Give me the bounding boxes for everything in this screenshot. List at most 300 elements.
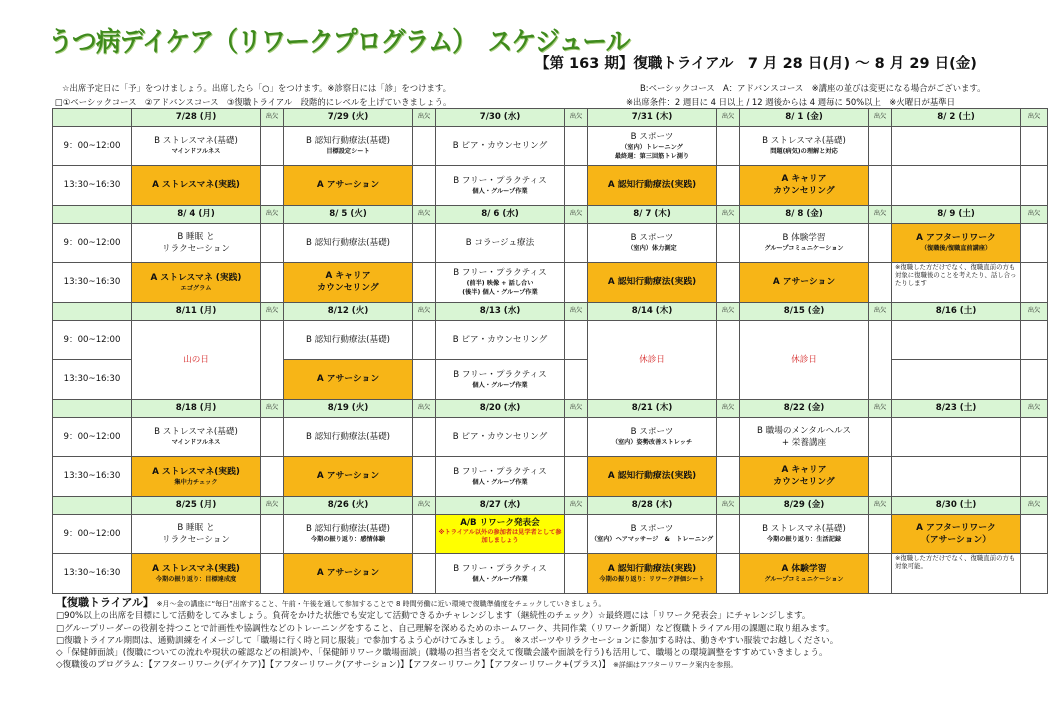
attendance-cell[interactable]: [717, 456, 740, 496]
date-header: 8/20 (水): [436, 399, 565, 417]
session-title: B 職場のメンタルヘルス: [757, 425, 851, 436]
attendance-cell[interactable]: [1021, 553, 1048, 593]
attendance-header: 出欠: [565, 109, 588, 127]
attendance-cell[interactable]: [1021, 320, 1048, 359]
attendance-cell[interactable]: [413, 514, 436, 553]
session-title: A アサーション: [316, 568, 380, 579]
attendance-cell[interactable]: [1021, 126, 1048, 165]
session-cell: [892, 223, 1021, 262]
date-header: 8/ 7 (木): [588, 205, 717, 223]
attendance-header: 出欠: [1021, 109, 1048, 127]
date-header: 8/ 1 (金): [740, 109, 869, 127]
session-title: B 睡眠 と: [177, 231, 215, 242]
time-slot: 9：00~12:00: [53, 417, 132, 456]
session-subtitle: （室内）姿勢改善ストレッチ: [611, 439, 693, 447]
time-slot: 9：00~12:00: [53, 320, 132, 359]
holiday-cell: 休診日: [740, 320, 869, 399]
session-subtitle: （室内）ヘアマッサージ & トレーニング: [590, 536, 714, 544]
afternoon-row: [53, 456, 1048, 496]
session-subtitle: （復職後/復職直前講座）: [920, 245, 992, 253]
date-header: 8/11 (月): [132, 302, 261, 320]
page-title: うつ病デイケア（リワークプログラム） スケジュール: [48, 27, 630, 58]
attendance-cell[interactable]: [1021, 359, 1048, 399]
session-title-2: + 栄養講座: [781, 437, 827, 448]
date-header: 8/23 (土): [892, 399, 1021, 417]
attendance-cell[interactable]: [565, 553, 588, 593]
session-cell: [284, 359, 413, 399]
session-cell: [740, 456, 869, 496]
session-cell: [588, 165, 717, 205]
week-header-row: [53, 109, 1048, 127]
session-title: B 認知行動療法(基礎): [305, 237, 391, 248]
session-cell: [588, 262, 717, 302]
session-cell: [740, 223, 869, 262]
footer-heading-row: [56, 597, 1016, 610]
session-title: A 認知行動療法(実践): [607, 563, 697, 574]
attendance-cell[interactable]: [869, 165, 892, 205]
session-cell: [588, 553, 717, 593]
session-cell: [284, 456, 413, 496]
attendance-cell[interactable]: [413, 417, 436, 456]
attendance-cell[interactable]: [869, 456, 892, 496]
session-subtitle: グループコミュニケーション: [764, 245, 844, 253]
session-title: B ストレスマネ(基礎): [762, 136, 846, 147]
attendance-cell[interactable]: [565, 359, 588, 399]
session-title: B フリー・プラクティス: [453, 369, 547, 380]
session-cell: [588, 417, 717, 456]
session-title: B フリー・プラクティス: [453, 466, 547, 477]
session-subtitle: 今期の振り返り：感情体験: [310, 536, 386, 544]
period-heading: 【第 163 期】復職トライアル 7 月 28 日(月) ～ 8 月 29 日(金): [535, 56, 977, 72]
session-cell: [284, 320, 413, 359]
time-slot: 9：00~12:00: [53, 126, 132, 165]
attendance-cell[interactable]: [565, 417, 588, 456]
morning-row: [53, 514, 1048, 553]
morning-row: [53, 126, 1048, 165]
session-cell: [436, 456, 565, 496]
session-title: B 体験学習: [782, 233, 826, 244]
session-title: A キャリア: [325, 271, 371, 282]
attendance-header: 出欠: [1021, 399, 1048, 417]
session-cell: [740, 514, 869, 553]
attendance-header: 出欠: [869, 496, 892, 514]
morning-row: [53, 417, 1048, 456]
date-header: 8/13 (水): [436, 302, 565, 320]
attendance-cell[interactable]: [413, 553, 436, 593]
session-title: B ピア・カウンセリング: [452, 334, 548, 345]
session-subtitle: 目標設定シート: [326, 148, 370, 156]
attendance-header: 出欠: [261, 496, 284, 514]
date-header: 8/ 2 (土): [892, 109, 1021, 127]
attendance-cell[interactable]: [717, 320, 740, 399]
session-subtitle: 今期の振り返り：目標達成度: [155, 575, 237, 583]
date-header: 8/15 (金): [740, 302, 869, 320]
attendance-cell[interactable]: [565, 223, 588, 262]
session-cell: [132, 553, 261, 593]
session-title: A アフターリワーク: [916, 522, 996, 533]
session-title: B 認知行動療法(基礎): [305, 431, 391, 442]
time-slot: 13:30~16:30: [53, 165, 132, 205]
session-title: B フリー・プラクティス: [453, 175, 547, 186]
session-title-2: リラクセーション: [161, 534, 231, 545]
date-header: 8/12 (火): [284, 302, 413, 320]
attendance-header: 出欠: [1021, 302, 1048, 320]
session-cell: [892, 553, 1021, 593]
session-cell: [436, 359, 565, 399]
attendance-cell[interactable]: [413, 320, 436, 359]
attendance-cell[interactable]: [261, 417, 284, 456]
attendance-cell[interactable]: [1021, 417, 1048, 456]
session-cell: [740, 417, 869, 456]
attendance-cell[interactable]: [261, 165, 284, 205]
attendance-header: 出欠: [413, 399, 436, 417]
time-slot: 13:30~16:30: [53, 456, 132, 496]
attendance-cell[interactable]: [869, 320, 892, 399]
session-title-2: カウンセリング: [773, 477, 835, 488]
attendance-cell[interactable]: [717, 223, 740, 262]
attendance-header: 出欠: [413, 109, 436, 127]
session-title-2: カウンセリング: [773, 186, 835, 197]
date-header: 8/14 (木): [588, 302, 717, 320]
session-title-2: カウンセリング: [317, 283, 379, 294]
attendance-cell[interactable]: [261, 126, 284, 165]
date-header: 7/28 (月): [132, 109, 261, 127]
schedule-table: [52, 108, 1048, 594]
week-header-row: [53, 205, 1048, 223]
session-cell: [892, 320, 1021, 359]
morning-row: [53, 320, 1048, 359]
session-subtitle: 問題(病気)の理解と対応: [770, 148, 838, 156]
footer-heading-note: ※月～金の講座に“毎日”出席すること、午前・午後を通して参加することで 8 時間労働に近い環境で復職準備度をチェックしていきましょう。: [156, 600, 606, 608]
session-cell: [892, 456, 1021, 496]
date-header: 8/25 (月): [132, 496, 261, 514]
attendance-cell[interactable]: [565, 320, 588, 359]
time-slot: 13:30~16:30: [53, 359, 132, 399]
session-cell: [284, 165, 413, 205]
session-title: A アサーション: [316, 180, 380, 191]
date-header: 8/ 9 (土): [892, 205, 1021, 223]
session-subtitle: 今期の振り返り：生活記録: [766, 536, 842, 544]
date-header: 7/29 (火): [284, 109, 413, 127]
attendance-cell[interactable]: [413, 223, 436, 262]
session-title: A ストレスマネ(実践): [152, 466, 240, 477]
session-subtitle: 個人・グループ作業: [472, 187, 528, 195]
attendance-cell[interactable]: [717, 126, 740, 165]
attendance-cell[interactable]: [717, 417, 740, 456]
time-slot: 9：00~12:00: [53, 223, 132, 262]
attendance-cell[interactable]: [565, 262, 588, 302]
date-header: 8/27 (水): [436, 496, 565, 514]
cell-note: ※復職した方だけでなく、復職直前の方も対象可能。: [895, 553, 1016, 570]
date-header: 8/ 6 (水): [436, 205, 565, 223]
attendance-cell[interactable]: [717, 165, 740, 205]
session-title: A ストレスマネ(実践): [152, 563, 240, 574]
session-cell: [892, 417, 1021, 456]
attendance-header: 出欠: [1021, 205, 1048, 223]
week-header-row: [53, 496, 1048, 514]
session-title: A 認知行動療法(実践): [607, 277, 697, 288]
session-subtitle: マインドフルネス: [171, 148, 221, 156]
note-attendance-conditions: ※出席条件：2 週目に 4 日以上 / 12 週後からは 4 週毎に 50%以上 ※火曜日が基準日: [626, 97, 955, 107]
session-subtitle-2: 最終週：第三回筋トレ測り: [614, 152, 690, 160]
attendance-header: 出欠: [261, 302, 284, 320]
session-title: B ピア・カウンセリング: [452, 431, 548, 442]
footer-heading: 【復職トライアル】: [56, 596, 154, 609]
footer-last-note: ※詳細はアフターリワーク案内を参照。: [613, 661, 738, 670]
session-cell: [284, 514, 413, 553]
session-title: A 体験学習: [781, 563, 827, 574]
attendance-cell[interactable]: [565, 456, 588, 496]
time-slot: 13:30~16:30: [53, 553, 132, 593]
session-title: B スポーツ: [630, 427, 674, 438]
date-header: 8/28 (木): [588, 496, 717, 514]
date-header: 7/30 (水): [436, 109, 565, 127]
attendance-cell[interactable]: [413, 165, 436, 205]
corner-cell: [53, 205, 132, 223]
footer-line: □復職トライアル期間は、通勤訓練をイメージして「職場に行く時と同じ服装」で参加するよう心がけてみましょう。 ※スポーツやリラクセーションに参加する時は、動きやすい服装でお越しください。: [56, 635, 839, 646]
attendance-header: 出欠: [717, 399, 740, 417]
attendance-header: 出欠: [869, 109, 892, 127]
session-subtitle: （室内）トレーニング: [621, 143, 683, 151]
date-header: 8/22 (金): [740, 399, 869, 417]
session-cell: [436, 514, 565, 553]
week-header-row: [53, 302, 1048, 320]
attendance-header: 出欠: [565, 302, 588, 320]
attendance-cell[interactable]: [413, 456, 436, 496]
attendance-header: 出欠: [869, 302, 892, 320]
attendance-cell[interactable]: [261, 262, 284, 302]
session-cell: [284, 126, 413, 165]
session-title: B ストレスマネ(基礎): [154, 427, 238, 438]
attendance-header: 出欠: [565, 496, 588, 514]
session-title: A 認知行動療法(実践): [607, 180, 697, 191]
session-title: B ストレスマネ(基礎): [154, 136, 238, 147]
session-title: B 睡眠 と: [177, 522, 215, 533]
attendance-cell[interactable]: [717, 262, 740, 302]
date-header: 8/19 (火): [284, 399, 413, 417]
attendance-header: 出欠: [413, 496, 436, 514]
attendance-cell[interactable]: [869, 223, 892, 262]
footer-notes: [56, 597, 1016, 672]
attendance-cell[interactable]: [1021, 456, 1048, 496]
session-cell: [892, 514, 1021, 553]
footer-line: ◇復職後のプログラム：【アフターリワーク(デイケア)】【アフターリワーク(アサーション)】【アフターリワーク】【アフターリワーク+(プラス)】: [56, 660, 611, 671]
session-title-2: リラクセーション: [161, 243, 231, 254]
corner-cell: [53, 399, 132, 417]
session-cell: [284, 223, 413, 262]
holiday-cell: 休診日: [588, 320, 717, 399]
session-title: A 認知行動療法(実践): [607, 471, 697, 482]
attendance-cell[interactable]: [413, 359, 436, 399]
footer-line: ◇「保健師面談」(復職についての流れや現状の確認などの相談)や、「保健師リワーク職場面談」(職場の担当者を交えて復職会議や面談を行う)も活用して、職場との環境調整をすすめていきましょう。: [56, 648, 828, 659]
session-title: B スポーツ: [630, 524, 674, 535]
attendance-cell[interactable]: [1021, 514, 1048, 553]
session-cell: [132, 126, 261, 165]
attendance-cell[interactable]: [413, 126, 436, 165]
session-subtitle: （室内）体力測定: [627, 245, 677, 253]
attendance-cell[interactable]: [717, 514, 740, 553]
date-header: 8/29 (金): [740, 496, 869, 514]
session-cell: [436, 553, 565, 593]
attendance-header: 出欠: [717, 496, 740, 514]
attendance-header: 出欠: [261, 205, 284, 223]
attendance-header: 出欠: [261, 399, 284, 417]
attendance-header: 出欠: [717, 205, 740, 223]
session-subtitle: 個人・グループ作業: [472, 575, 528, 583]
session-cell: [892, 126, 1021, 165]
session-cell: [132, 456, 261, 496]
attendance-header: 出欠: [717, 302, 740, 320]
attendance-cell[interactable]: [261, 514, 284, 553]
session-title: A アサーション: [316, 471, 380, 482]
attendance-cell[interactable]: [869, 514, 892, 553]
session-cell: [436, 126, 565, 165]
session-cell: [436, 417, 565, 456]
corner-cell: [53, 302, 132, 320]
corner-cell: [53, 496, 132, 514]
attendance-cell[interactable]: [1021, 165, 1048, 205]
afternoon-row: [53, 553, 1048, 593]
session-title: A アフターリワーク: [916, 233, 996, 244]
attendance-cell[interactable]: [1021, 223, 1048, 262]
session-subtitle: エゴグラム: [180, 284, 212, 292]
session-subtitle: マインドフルネス: [171, 439, 221, 447]
attendance-header: 出欠: [413, 302, 436, 320]
corner-cell: [53, 109, 132, 127]
attendance-header: 出欠: [1021, 496, 1048, 514]
session-title: B ストレスマネ(基礎): [762, 524, 846, 535]
session-subtitle-2: (後半) 個人・グループ作業: [462, 289, 538, 297]
session-subtitle: 今期の振り返り：リワーク評価シート: [599, 575, 705, 583]
session-cell: [436, 262, 565, 302]
note-course-legend: B:ベーシックコース A：アドバンスコース ※講座の並びは変更になる場合がございます。: [640, 83, 986, 93]
session-cell: [588, 514, 717, 553]
session-title: A/B リワーク発表会: [460, 517, 540, 528]
session-cell: [892, 262, 1021, 302]
attendance-header: 出欠: [869, 399, 892, 417]
attendance-header: 出欠: [261, 109, 284, 127]
morning-row: [53, 223, 1048, 262]
session-cell: [132, 514, 261, 553]
session-title: A ストレスマネ(実践): [152, 180, 240, 191]
session-cell: [892, 165, 1021, 205]
session-cell: [132, 262, 261, 302]
session-cell: [892, 359, 1021, 399]
session-title: B コラージュ療法: [465, 237, 535, 248]
attendance-cell[interactable]: [261, 320, 284, 399]
attendance-cell[interactable]: [261, 553, 284, 593]
session-cell: [284, 553, 413, 593]
footer-line: □90%以上の出席を目標にして活動をしてみましょう。負荷をかけた状態でも安定して活動できるかチャレンジします（継続性のチェック）☆最終週には「リワーク発表会」にチャレンジします。: [56, 611, 811, 622]
attendance-cell[interactable]: [565, 514, 588, 553]
attendance-cell[interactable]: [261, 456, 284, 496]
session-cell: [436, 320, 565, 359]
session-cell: [132, 165, 261, 205]
attendance-header: 出欠: [565, 399, 588, 417]
session-cell: [588, 456, 717, 496]
session-subtitle: グループコミュニケーション: [764, 575, 844, 583]
attendance-cell[interactable]: [565, 165, 588, 205]
time-slot: 13:30~16:30: [53, 262, 132, 302]
session-title: A アサーション: [772, 277, 836, 288]
date-header: 8/26 (火): [284, 496, 413, 514]
session-cell: [740, 126, 869, 165]
session-subtitle: 個人・グループ作業: [472, 381, 528, 389]
week-header-row: [53, 399, 1048, 417]
date-header: 7/31 (木): [588, 109, 717, 127]
session-title: B ピア・カウンセリング: [452, 140, 548, 151]
session-title: B フリー・プラクティス: [453, 268, 547, 279]
session-cell: [740, 165, 869, 205]
attendance-cell[interactable]: [1021, 262, 1048, 302]
session-title: A ストレスマネ (実践): [150, 272, 242, 283]
cell-note: ※復職した方だけでなく、復職直前の方も対象に復職後のことを考えたり、話し合ったりします: [895, 262, 1017, 287]
footer-line-last: [56, 659, 1016, 671]
session-red-note: ※トライアル以外の参加者は見学者として参加しましょう: [438, 528, 562, 544]
footer-line: □グループリーダーの役割を持つことで計画性や協調性などのトレーニングをすること、自己理解を深めるためのホームワーク、共同作業（リワーク新聞）など復職トライアル用の課題に取り組みます。: [56, 623, 835, 634]
session-title: A キャリア: [781, 465, 827, 476]
attendance-cell[interactable]: [261, 223, 284, 262]
session-title: B 認知行動療法(基礎): [305, 334, 391, 345]
attendance-cell[interactable]: [565, 126, 588, 165]
session-cell: [284, 417, 413, 456]
session-title: B スポーツ: [630, 131, 674, 142]
date-header: 8/16 (土): [892, 302, 1021, 320]
attendance-header: 出欠: [717, 109, 740, 127]
session-title: B 認知行動療法(基礎): [305, 524, 391, 535]
date-header: 8/21 (木): [588, 399, 717, 417]
date-header: 8/30 (土): [892, 496, 1021, 514]
date-header: 8/18 (月): [132, 399, 261, 417]
attendance-header: 出欠: [869, 205, 892, 223]
note-course-levels: □①ベーシックコース ②アドバンスコース ③復職トライアル 段階的にレベルを上げていきましょう。: [55, 97, 452, 107]
date-header: 8/ 8 (金): [740, 205, 869, 223]
session-cell: [284, 262, 413, 302]
session-cell: [740, 553, 869, 593]
session-cell: [588, 223, 717, 262]
attendance-cell[interactable]: [717, 553, 740, 593]
date-header: 8/ 5 (火): [284, 205, 413, 223]
session-cell: [436, 165, 565, 205]
session-cell: [132, 223, 261, 262]
holiday-cell: 山の日: [132, 320, 261, 399]
attendance-cell[interactable]: [869, 417, 892, 456]
session-title: A キャリア: [781, 174, 827, 185]
session-subtitle: 集中力チェック: [174, 478, 218, 486]
afternoon-row: [53, 165, 1048, 205]
date-header: 8/ 4 (月): [132, 205, 261, 223]
session-title: B フリー・プラクティス: [453, 563, 547, 574]
attendance-cell[interactable]: [869, 262, 892, 302]
attendance-cell[interactable]: [869, 126, 892, 165]
attendance-cell[interactable]: [413, 262, 436, 302]
session-cell: [436, 223, 565, 262]
attendance-header: 出欠: [413, 205, 436, 223]
session-cell: [740, 262, 869, 302]
session-title: A アサーション: [316, 374, 380, 385]
time-slot: 9：00~12:00: [53, 514, 132, 553]
session-cell: [132, 417, 261, 456]
note-attendance-marks: ☆出席予定日に「予」をつけましょう。出席したら「○」をつけます。※診察日には「診」をつけます。: [62, 83, 451, 93]
attendance-cell[interactable]: [869, 553, 892, 593]
attendance-header: 出欠: [565, 205, 588, 223]
session-title-2: （アサーション）: [920, 534, 992, 545]
session-title: B 認知行動療法(基礎): [305, 136, 391, 147]
session-subtitle: (前半) 映像 + 話し合い: [466, 280, 534, 288]
session-subtitle: 個人・グループ作業: [472, 478, 528, 486]
session-title: B スポーツ: [630, 233, 674, 244]
afternoon-row: [53, 262, 1048, 302]
